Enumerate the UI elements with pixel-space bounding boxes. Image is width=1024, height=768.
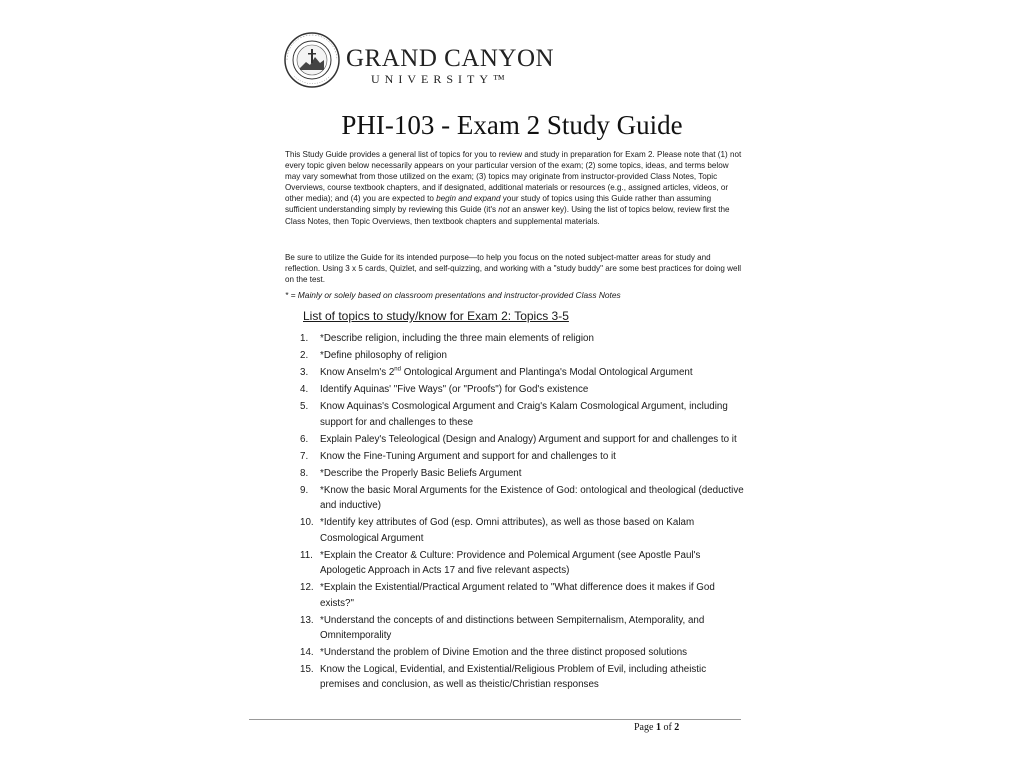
- topic-text-pre: Know Anselm's 2: [320, 367, 395, 379]
- topic-number: 13.: [300, 614, 314, 626]
- topic-text: *Identify key attributes of God (esp. Omni attributes), as well as those based on Kalam Cosmological Argument: [320, 517, 695, 544]
- topic-text: *Know the basic Moral Arguments for the Existence of God: ontological and theological (deductive and inductive): [320, 485, 744, 512]
- topic-item: [300, 645, 745, 660]
- topic-text-post: Ontological Argument and Plantinga's Modal Ontological Argument: [400, 367, 693, 379]
- of-label: of: [663, 722, 672, 733]
- topic-text: *Understand the concepts of and distinctions between Sempiternalism, Atemporality, and Omnitemporality: [320, 614, 705, 641]
- legend-note: * = Mainly or solely based on classroom presentations and instructor-provided Class Notes: [285, 290, 621, 300]
- topic-list-heading: List of topics to study/know for Exam 2: Topics 3-5: [303, 309, 569, 323]
- topic-text: Know the Fine-Tuning Argument and support for and challenges to it: [320, 450, 616, 462]
- intro-paragraph: [285, 149, 743, 227]
- topic-text: *Understand the problem of Divine Emotion and the three distinct proposed solutions: [320, 647, 688, 658]
- topic-item: [300, 662, 745, 693]
- page-number: 1: [655, 722, 661, 733]
- topic-number: 7.: [300, 450, 309, 462]
- intro-text-c: an answer key). Using the list of topics below, review first the Class Notes, then Topic Overviews, then textbook chapters and supplemental materials.: [285, 205, 730, 226]
- topic-number: 2.: [300, 350, 309, 362]
- topic-number: 11.: [300, 549, 313, 561]
- topic-item: [300, 483, 745, 514]
- topic-text: *Explain the Creator & Culture: Providence and Polemical Argument (see Apostle Paul's Apologetic Approach in Acts 17 and five relevant aspects): [320, 549, 701, 577]
- university-seal-icon: [284, 32, 340, 88]
- topic-item: [300, 432, 745, 447]
- topic-text: [320, 367, 693, 378]
- topic-number: 15.: [300, 664, 314, 676]
- topic-item: [300, 548, 745, 579]
- topic-text: *Describe religion, including the three main elements of religion: [320, 333, 594, 344]
- topic-number: 3.: [300, 367, 309, 379]
- page-footer: [634, 722, 679, 733]
- topic-item: [300, 399, 745, 430]
- topic-number: 10.: [300, 517, 314, 529]
- wordmark-line1: GRAND CANYON: [346, 45, 555, 72]
- footer-divider: [249, 719, 741, 720]
- topic-number: 4.: [300, 384, 309, 396]
- page-title: PHI-103 - Exam 2 Study Guide: [341, 110, 683, 140]
- topic-text: Identify Aquinas' "Five Ways" (or "Proofs") for God's existence: [320, 384, 589, 396]
- topic-number: 6.: [300, 433, 309, 445]
- topic-number: 14.: [300, 647, 314, 658]
- topic-item: [300, 515, 745, 546]
- intro-text-a: This Study Guide provides a general list of topics for you to review and study in preparation for Exam 2. Please note that (1) not every topic given below necessarily appears on your particular version of the exam; (2) some topics, ideas, and terms below may vary somewhat from those utilized on the exam; (3) topics may originate from instructor-provided Class Notes, Topic Overviews, course textbook chapters, and if designated, additional materials or resources (e.g., assigned articles, videos, or other media); and (4) you are expected to: [285, 150, 742, 204]
- university-wordmark: [346, 46, 554, 87]
- topic-number: 12.: [300, 582, 314, 594]
- page-total: 2: [674, 722, 680, 733]
- university-logo: [284, 32, 555, 92]
- topic-item: [300, 365, 745, 380]
- topic-text-superscript: nd: [394, 366, 401, 373]
- topic-list: [300, 331, 745, 694]
- topic-item: [300, 382, 745, 397]
- topic-item: [300, 348, 745, 363]
- topic-text: Know the Logical, Evidential, and Existential/Religious Problem of Evil, including atheistic premises and conclusion, as well as theistic/Christian responses: [320, 664, 707, 691]
- topic-number: 1.: [300, 333, 309, 344]
- topic-item: [300, 580, 745, 611]
- intro-text-b: your study of topics using this Guide rather than assuming sufficient understanding simply by reviewing this Guide (it's: [285, 194, 712, 215]
- topic-item: [300, 466, 745, 481]
- topic-text: Know Aquinas's Cosmological Argument and Craig's Kalam Cosmological Argument, including support for and challenges to these: [320, 401, 728, 428]
- page-label: Page: [634, 722, 654, 733]
- topic-text: *Describe the Properly Basic Beliefs Argument: [320, 467, 522, 479]
- intro-emphasis-1: begin and expand: [436, 194, 501, 204]
- topic-item: [300, 331, 745, 346]
- topic-number: 8.: [300, 467, 309, 479]
- topic-text: Explain Paley's Teleological (Design and Analogy) Argument and support for and challenges to it: [320, 433, 737, 445]
- guidance-paragraph: Be sure to utilize the Guide for its intended purpose—to help you focus on the noted subject-matter areas for study and reflection. Using 3 x 5 cards, Quizlet, and self-quizzing, and working with a "study buddy" are some best practices for doing well on the test.: [285, 253, 742, 285]
- topic-item: [300, 613, 745, 644]
- topic-number: 5.: [300, 401, 309, 413]
- topic-item: [300, 449, 745, 464]
- intro-emphasis-2: not: [498, 205, 510, 215]
- topic-text: *Define philosophy of religion: [320, 350, 447, 362]
- topic-text: *Explain the Existential/Practical Argument related to "What difference does it makes if God exists?": [320, 582, 715, 609]
- topic-number: 9.: [300, 485, 309, 497]
- wordmark-line2: UNIVERSITY™: [371, 72, 510, 86]
